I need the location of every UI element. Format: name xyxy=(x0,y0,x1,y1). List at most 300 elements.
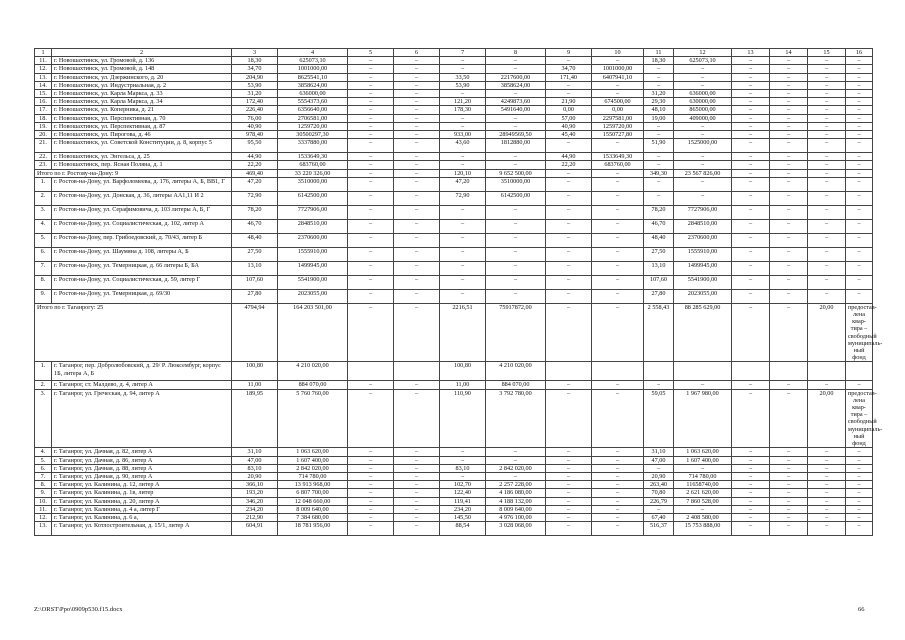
table-cell: г. Новошахтинск, ул. Индустриальная, д. 2 xyxy=(52,81,232,89)
table-cell: 33 220 326,00 xyxy=(278,169,348,177)
table-cell: – xyxy=(770,303,808,362)
table-cell: 4794,94 xyxy=(232,303,278,362)
table-cell: – xyxy=(348,522,394,536)
table-cell: – xyxy=(808,205,846,219)
table-cell: – xyxy=(348,122,394,130)
table-cell: 1 607 400,00 xyxy=(278,456,348,464)
table-row xyxy=(35,497,873,505)
table-cell xyxy=(808,362,846,381)
table-cell: – xyxy=(770,106,808,114)
table-cell: – xyxy=(644,131,674,139)
table-cell: 2297581,00 xyxy=(592,114,644,122)
table-cell: – xyxy=(394,497,440,505)
table-cell: 1259720,00 xyxy=(592,122,644,130)
table-cell: – xyxy=(440,472,486,480)
table-cell: 110,90 xyxy=(440,389,486,448)
table-cell: 1 063 620,00 xyxy=(278,448,348,456)
table-cell: – xyxy=(394,98,440,106)
table-cell: 17. xyxy=(35,106,52,114)
table-row xyxy=(35,161,873,169)
table-cell: 4 210 020,00 xyxy=(486,362,546,381)
table-cell: 2. xyxy=(35,381,52,389)
table-cell: – xyxy=(770,472,808,480)
table-cell: г. Таганрог, ул. Дачная, д. 82, литер А xyxy=(52,448,232,456)
table-cell: – xyxy=(846,191,873,205)
table-cell: – xyxy=(770,139,808,153)
table-cell: 23 567 826,00 xyxy=(674,169,732,177)
table-cell: 11. xyxy=(35,505,52,513)
table-cell: – xyxy=(440,247,486,261)
table-cell: 6356640,00 xyxy=(278,106,348,114)
table-cell: – xyxy=(808,456,846,464)
table-cell: 121,20 xyxy=(440,98,486,106)
table-cell: – xyxy=(394,191,440,205)
table-cell: 70,80 xyxy=(644,489,674,497)
table-cell: – xyxy=(770,57,808,65)
table-cell: – xyxy=(592,389,644,448)
table-cell: – xyxy=(394,247,440,261)
table-cell: – xyxy=(808,98,846,106)
table-cell: – xyxy=(394,464,440,472)
table-cell: – xyxy=(394,233,440,247)
table-cell: – xyxy=(644,505,674,513)
table-cell: 47,00 xyxy=(644,456,674,464)
table-cell: – xyxy=(348,389,394,448)
table-cell: 107,60 xyxy=(644,275,674,289)
table-cell: 22,20 xyxy=(232,161,278,169)
table-cell: – xyxy=(592,472,644,480)
table-row xyxy=(35,362,873,381)
table-cell: 6. xyxy=(35,464,52,472)
table-cell: – xyxy=(348,65,394,73)
table-cell: – xyxy=(808,489,846,497)
table-cell: – xyxy=(732,139,770,153)
table-cell: – xyxy=(394,261,440,275)
table-cell: 72,90 xyxy=(232,191,278,205)
table-cell: – xyxy=(808,505,846,513)
table-row xyxy=(35,472,873,480)
table-cell: – xyxy=(592,448,644,456)
table-cell: – xyxy=(732,489,770,497)
table-cell: – xyxy=(348,57,394,65)
table-cell: 409000,00 xyxy=(674,114,732,122)
table-cell: – xyxy=(644,381,674,389)
table-cell: 2848510,00 xyxy=(674,219,732,233)
table-cell: – xyxy=(770,98,808,106)
table-cell: – xyxy=(770,481,808,489)
table-cell: – xyxy=(348,177,394,191)
page-number: 66 xyxy=(858,606,865,613)
table-cell: – xyxy=(348,205,394,219)
table-cell: – xyxy=(846,57,873,65)
table-cell: – xyxy=(348,481,394,489)
table-cell: 21. xyxy=(35,139,52,153)
table-cell: 6. xyxy=(35,247,52,261)
table-cell: – xyxy=(808,161,846,169)
table-cell: – xyxy=(486,448,546,456)
table-cell: 46,70 xyxy=(644,219,674,233)
table-row xyxy=(35,65,873,73)
table-cell: – xyxy=(394,169,440,177)
table-cell: – xyxy=(846,161,873,169)
table-cell: – xyxy=(440,114,486,122)
table-cell: – xyxy=(770,90,808,98)
table-cell xyxy=(846,362,873,381)
table-cell: – xyxy=(644,73,674,81)
table-cell: – xyxy=(808,81,846,89)
table-cell: 212,90 xyxy=(232,513,278,521)
table-cell: – xyxy=(846,489,873,497)
table-cell: 178,30 xyxy=(440,106,486,114)
table-cell: – xyxy=(394,57,440,65)
table-cell: – xyxy=(592,505,644,513)
table-cell: – xyxy=(732,161,770,169)
header-cell: 6 xyxy=(394,49,440,57)
table-cell: – xyxy=(808,139,846,153)
table-cell: г. Таганрог, ул. Калинина, д. 1в, литер xyxy=(52,489,232,497)
table-cell: 18,30 xyxy=(644,57,674,65)
table-cell: 48,10 xyxy=(644,106,674,114)
table-cell: – xyxy=(394,275,440,289)
table-cell: 2 408 580,00 xyxy=(674,513,732,521)
table-cell: – xyxy=(808,90,846,98)
table-cell: – xyxy=(732,481,770,489)
table-cell: – xyxy=(644,65,674,73)
table-cell: г. Ростов-на-Дону, ул. Социалистическая, д. 59, литер Г xyxy=(52,275,232,289)
table-cell: – xyxy=(394,513,440,521)
table-cell: 1. xyxy=(35,177,52,191)
table-cell: – xyxy=(546,90,592,98)
table-cell: – xyxy=(394,505,440,513)
table-cell: г. Таганрог, ст. Малдево, д. 4, литер А xyxy=(52,381,232,389)
table-cell: – xyxy=(348,219,394,233)
header-cell: 5 xyxy=(348,49,394,57)
header-cell: 7 xyxy=(440,49,486,57)
table-cell: 7727906,00 xyxy=(278,205,348,219)
table-cell: 13 913 968,00 xyxy=(278,481,348,489)
table-cell: – xyxy=(770,114,808,122)
table-cell: Итого по г. Ростову-на-Дону: 9 xyxy=(35,169,232,177)
table-cell: – xyxy=(846,505,873,513)
table-cell: – xyxy=(394,522,440,536)
table-cell: 625073,10 xyxy=(674,57,732,65)
table-cell: – xyxy=(592,57,644,65)
table-cell: – xyxy=(394,90,440,98)
table-cell: 76,00 xyxy=(232,114,278,122)
table-cell: – xyxy=(546,205,592,219)
table-cell: – xyxy=(770,505,808,513)
table-cell: – xyxy=(770,247,808,261)
table-cell: 1001000,00 xyxy=(278,65,348,73)
table-cell: 34,70 xyxy=(546,65,592,73)
table-cell: 16. xyxy=(35,98,52,106)
table-cell: – xyxy=(348,456,394,464)
table-cell: г. Таганрог, ул. Дачная, д. 88, литер А xyxy=(52,464,232,472)
table-cell: – xyxy=(846,177,873,191)
table-cell: – xyxy=(592,489,644,497)
table-cell: – xyxy=(592,90,644,98)
table-cell: – xyxy=(846,464,873,472)
footer-file-path: Z:\ORST\Ppo\0909p530.f15.docx xyxy=(34,606,123,613)
table-cell xyxy=(348,362,394,381)
table-row xyxy=(35,481,873,489)
table-cell: 122,40 xyxy=(440,489,486,497)
table-cell: – xyxy=(674,381,732,389)
header-cell: 8 xyxy=(486,49,546,57)
table-cell: – xyxy=(808,106,846,114)
table-cell: 5. xyxy=(35,233,52,247)
table-cell: 189,95 xyxy=(232,389,278,448)
table-cell: – xyxy=(808,275,846,289)
table-cell: 7 860 528,00 xyxy=(674,497,732,505)
table-cell: 78,20 xyxy=(644,205,674,219)
table-cell: – xyxy=(732,389,770,448)
table-cell: – xyxy=(808,131,846,139)
table-cell: – xyxy=(592,233,644,247)
table-cell: – xyxy=(846,90,873,98)
table-cell: 4 186 080,00 xyxy=(486,489,546,497)
table-cell: – xyxy=(440,90,486,98)
table-cell: г. Ростов-на-Дону, ул. Шаумяна д. 108, литеры А, Б xyxy=(52,247,232,261)
table-cell: 20,00 xyxy=(808,389,846,448)
table-cell: – xyxy=(732,472,770,480)
table-cell: – xyxy=(770,131,808,139)
table-cell: 20,90 xyxy=(232,472,278,480)
table-cell: г. Таганрог, ул. Калинина, д. 6 а, xyxy=(52,513,232,521)
table-cell: 234,20 xyxy=(440,505,486,513)
table-row xyxy=(35,289,873,303)
table-cell: – xyxy=(592,275,644,289)
table-cell: – xyxy=(808,289,846,303)
table-cell: г. Ростов-на-Дону, ул. Донская, д. 36, литеры АА1,11 И 2 xyxy=(52,191,232,205)
table-cell: 100,80 xyxy=(232,362,278,381)
table-cell: – xyxy=(770,522,808,536)
table-cell: 29,30 xyxy=(644,98,674,106)
table-cell: 83,10 xyxy=(440,464,486,472)
table-cell: – xyxy=(770,289,808,303)
table-cell: – xyxy=(808,122,846,130)
table-cell: – xyxy=(546,139,592,153)
table-cell: – xyxy=(674,505,732,513)
table-cell: – xyxy=(674,81,732,89)
table-cell: г. Таганрог, ул. Котлостроительная, д. 15/1, литер А xyxy=(52,522,232,536)
table-cell: – xyxy=(394,219,440,233)
table-cell: – xyxy=(808,522,846,536)
table-cell: – xyxy=(486,247,546,261)
table-cell: 683760,00 xyxy=(278,161,348,169)
table-cell: 51,90 xyxy=(644,139,674,153)
table-cell: 34,70 xyxy=(232,65,278,73)
table-cell: 1 063 620,00 xyxy=(674,448,732,456)
table-cell: 102,70 xyxy=(440,481,486,489)
table-cell: – xyxy=(846,261,873,275)
header-cell: 13 xyxy=(732,49,770,57)
table-cell: 3510000,00 xyxy=(278,177,348,191)
table-cell: 12. xyxy=(35,65,52,73)
table-cell: 67,40 xyxy=(644,513,674,521)
table-cell: – xyxy=(846,81,873,89)
table-cell: – xyxy=(592,522,644,536)
table-cell: 3 792 780,00 xyxy=(486,389,546,448)
table-cell: г. Ростов-на-Дону, ул. Варфоломеева, д. 176, литеры А, Б, ВВ1, Г xyxy=(52,177,232,191)
table-row xyxy=(35,513,873,521)
table-cell: 2 621 620,00 xyxy=(674,489,732,497)
table-row xyxy=(35,153,873,161)
table-cell: 12 048 660,00 xyxy=(278,497,348,505)
table-cell: – xyxy=(808,233,846,247)
table-cell: – xyxy=(394,303,440,362)
table-cell: – xyxy=(394,289,440,303)
table-row xyxy=(35,177,873,191)
table-cell: 714 780,00 xyxy=(278,472,348,480)
table-cell: – xyxy=(846,448,873,456)
table-cell: 1499945,00 xyxy=(278,261,348,275)
table-cell: – xyxy=(846,65,873,73)
table-cell: – xyxy=(394,481,440,489)
table-cell: – xyxy=(348,106,394,114)
table-cell: – xyxy=(486,161,546,169)
table-cell: 13,10 xyxy=(644,261,674,275)
table-cell: 95,50 xyxy=(232,139,278,153)
table-cell: – xyxy=(732,381,770,389)
table-row xyxy=(35,131,873,139)
table-cell: – xyxy=(732,505,770,513)
table-cell: – xyxy=(348,448,394,456)
table-cell: – xyxy=(770,191,808,205)
subtotal-row xyxy=(35,303,873,362)
table-cell: 18 781 956,00 xyxy=(278,522,348,536)
table-cell: – xyxy=(674,464,732,472)
table-cell: 516,37 xyxy=(644,522,674,536)
table-cell: – xyxy=(808,153,846,161)
table-cell: 4. xyxy=(35,448,52,456)
table-cell: 18. xyxy=(35,114,52,122)
table-cell: 47,00 xyxy=(232,456,278,464)
table-cell: – xyxy=(348,489,394,497)
table-cell: – xyxy=(440,289,486,303)
table-cell: – xyxy=(732,98,770,106)
table-cell: – xyxy=(592,247,644,261)
table-cell: – xyxy=(770,169,808,177)
table-cell: – xyxy=(846,139,873,153)
table-row xyxy=(35,122,873,130)
table-cell: 2217600,00 xyxy=(486,73,546,81)
table-cell: г. Ростов-на-Дону, ул. Социалистическая, д. 102, литер А xyxy=(52,219,232,233)
table-row xyxy=(35,90,873,98)
table-cell: 47,20 xyxy=(232,177,278,191)
table-cell: – xyxy=(846,472,873,480)
table-cell: 469,40 xyxy=(232,169,278,177)
table-cell: 88 285 629,00 xyxy=(674,303,732,362)
table-cell: – xyxy=(808,177,846,191)
table-cell: 2023055,00 xyxy=(674,289,732,303)
table-cell: – xyxy=(644,81,674,89)
table-cell: г. Таганрог, ул. Калинина, д. 12, литер А xyxy=(52,481,232,489)
table-cell: 40,90 xyxy=(232,122,278,130)
table-cell: – xyxy=(592,205,644,219)
table-cell: – xyxy=(394,114,440,122)
table-cell: – xyxy=(808,169,846,177)
table-cell: 1812880,00 xyxy=(486,139,546,153)
table-cell: 9 652 500,00 xyxy=(486,169,546,177)
table-cell: – xyxy=(394,81,440,89)
table-cell: – xyxy=(546,481,592,489)
table-cell: 8 009 640,00 xyxy=(486,505,546,513)
table-cell: – xyxy=(732,464,770,472)
table-cell: 226,40 xyxy=(232,106,278,114)
header-cell: 4 xyxy=(278,49,348,57)
table-cell: – xyxy=(808,381,846,389)
table-cell: – xyxy=(440,275,486,289)
table-cell: – xyxy=(770,389,808,448)
table-row xyxy=(35,191,873,205)
table-cell: 59,05 xyxy=(644,389,674,448)
table-cell: – xyxy=(486,261,546,275)
table-cell xyxy=(770,362,808,381)
table-cell xyxy=(546,362,592,381)
table-cell: 234,20 xyxy=(232,505,278,513)
table-cell: – xyxy=(440,233,486,247)
table-cell: 18,30 xyxy=(232,57,278,65)
table-cell: 2 842 020,00 xyxy=(278,464,348,472)
table-cell: г. Новошахтинск, ул. Перспективная, д. 70 xyxy=(52,114,232,122)
table-cell: 20,00 xyxy=(808,303,846,362)
table-cell: – xyxy=(440,456,486,464)
table-cell: – xyxy=(592,381,644,389)
table-cell: – xyxy=(348,513,394,521)
table-row xyxy=(35,81,873,89)
subtotal-row xyxy=(35,169,873,177)
table-cell: – xyxy=(732,303,770,362)
table-cell xyxy=(674,362,732,381)
table-cell: – xyxy=(808,497,846,505)
table-cell: – xyxy=(846,153,873,161)
table-cell: – xyxy=(546,191,592,205)
table-cell: – xyxy=(348,275,394,289)
table-cell: 164 203 501,00 xyxy=(278,303,348,362)
table-cell: 884 070,00 xyxy=(278,381,348,389)
table-row xyxy=(35,139,873,153)
table-cell: – xyxy=(770,81,808,89)
table-cell: г. Новошахтинск, пер. Ясная Поляна, д. 1 xyxy=(52,161,232,169)
table-cell: – xyxy=(846,98,873,106)
table-cell: – xyxy=(770,489,808,497)
table-cell: 1499945,00 xyxy=(674,261,732,275)
header-cell: 12 xyxy=(674,49,732,57)
table-cell: 44,90 xyxy=(546,153,592,161)
table-cell: – xyxy=(808,481,846,489)
table-cell: 9. xyxy=(35,289,52,303)
table-cell: – xyxy=(732,497,770,505)
table-cell: – xyxy=(394,131,440,139)
table-cell: 11658740,00 xyxy=(674,481,732,489)
table-cell: г. Ростов-на-Дону, ул. Темерницкая, д. 66 литеры Б, БА xyxy=(52,261,232,275)
table-cell: 107,60 xyxy=(232,275,278,289)
table-cell: 31,20 xyxy=(232,90,278,98)
table-cell: – xyxy=(592,456,644,464)
table-cell: – xyxy=(546,275,592,289)
table-cell: – xyxy=(348,81,394,89)
table-cell: г. Новошахтинск, ул. Коперника, д. 21 xyxy=(52,106,232,114)
table-cell: г. Ростов-на-Дону, ул. Серафимовича, д. 103 литеры А, Б, Г xyxy=(52,205,232,219)
table-cell: – xyxy=(846,481,873,489)
table-cell: – xyxy=(732,513,770,521)
table-cell: – xyxy=(732,81,770,89)
table-cell: 2 842 020,00 xyxy=(486,464,546,472)
table-cell: – xyxy=(348,289,394,303)
table-cell: 78,20 xyxy=(232,205,278,219)
table-cell: – xyxy=(546,497,592,505)
